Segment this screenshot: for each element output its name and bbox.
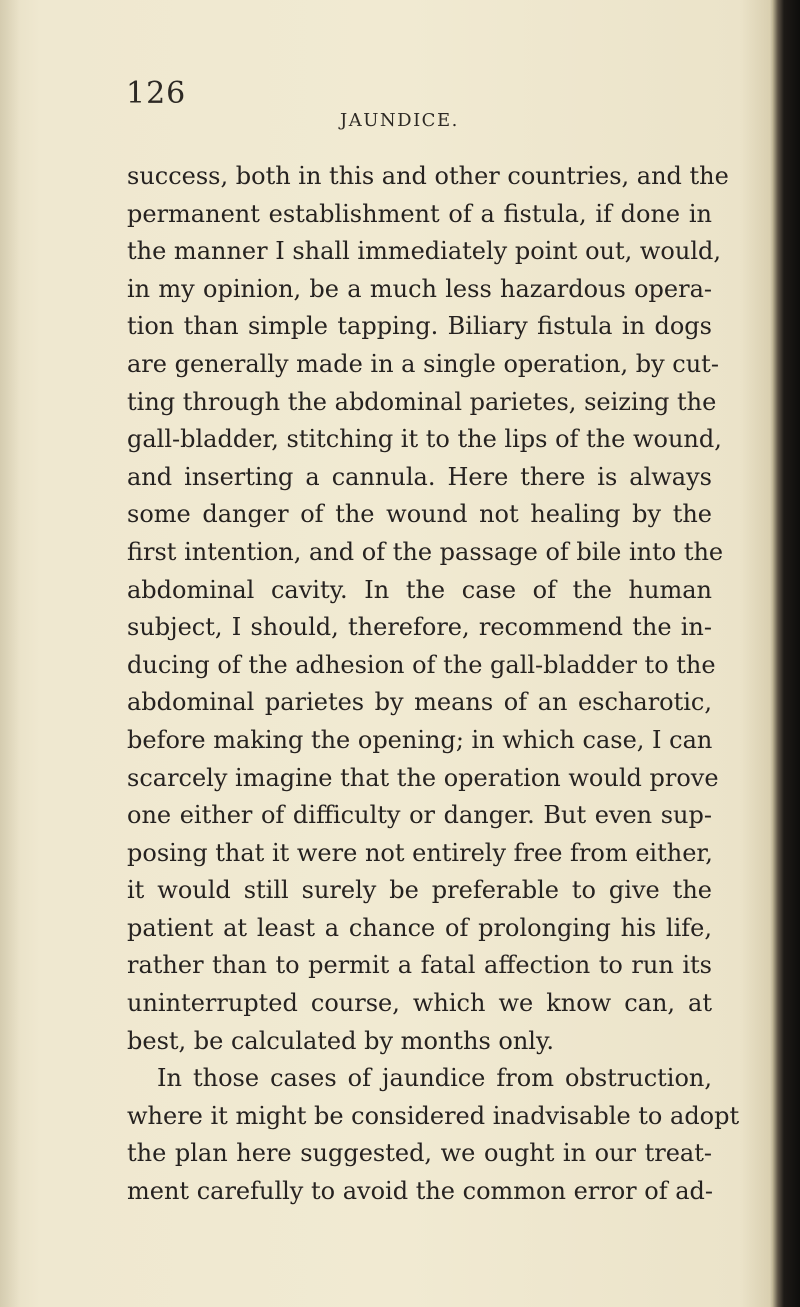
text-line: subject, I should, therefore, recommend the in- <box>127 613 712 642</box>
text-line: it would still surely be preferable to give the <box>127 876 712 905</box>
text-line: and inserting a cannula. Here there is always <box>127 462 712 491</box>
text-line: ting through the abdominal parietes, seizing the <box>127 387 717 416</box>
text-line: before making the opening; in which case, I can <box>127 725 713 754</box>
page-header <box>0 76 800 131</box>
text-line: one either of difficulty or danger. But even sup- <box>127 801 712 830</box>
text-line: tion than simple tapping. Biliary fistula in dogs <box>127 312 712 341</box>
page-left-edge <box>0 0 20 1307</box>
text-line: ducing of the adhesion of the gall-bladder to the <box>127 650 716 679</box>
text-line: ment carefully to avoid the common error of ad- <box>127 1177 714 1206</box>
text-line: success, both in this and other countries, and the <box>127 162 729 190</box>
text-line: patient at least a chance of prolonging his life, <box>127 913 712 942</box>
text-line: abdominal parietes by means of an escharotic, <box>127 688 712 717</box>
text-line: first intention, and of the passage of bile into the <box>127 537 724 566</box>
body-text <box>127 158 740 1211</box>
book-binding-edge <box>772 0 800 1307</box>
paragraph-end-line: best, be calculated by months only. <box>127 1026 554 1055</box>
text-line: posing that it were not entirely free from either, <box>127 838 713 867</box>
text-line: are generally made in a single operation, by cut- <box>127 349 719 378</box>
running-head: JAUNDICE. <box>340 110 459 131</box>
text-line: uninterrupted course, which we know can, at <box>127 989 712 1018</box>
text-line: rather than to permit a fatal affection to run its <box>127 951 712 980</box>
text-line: in my opinion, be a much less hazardous opera- <box>127 274 712 303</box>
text-line: permanent establishment of a fistula, if done in <box>127 199 712 228</box>
text-line: abdominal cavity. In the case of the human <box>127 575 712 604</box>
text-line: the manner I shall immediately point out, would, <box>127 237 721 266</box>
text-line: the plan here suggested, we ought in our treat- <box>127 1139 712 1168</box>
text-line: scarcely imagine that the operation would prove <box>127 763 719 792</box>
paragraph-start-line: In those cases of jaundice from obstruction, <box>157 1064 712 1093</box>
text-line: where it might be considered inadvisable to adopt <box>127 1101 740 1130</box>
text-line: some danger of the wound not healing by the <box>127 500 712 529</box>
text-line: gall-bladder, stitching it to the lips of the wound, <box>127 425 722 454</box>
page-number: 126 <box>126 76 187 111</box>
